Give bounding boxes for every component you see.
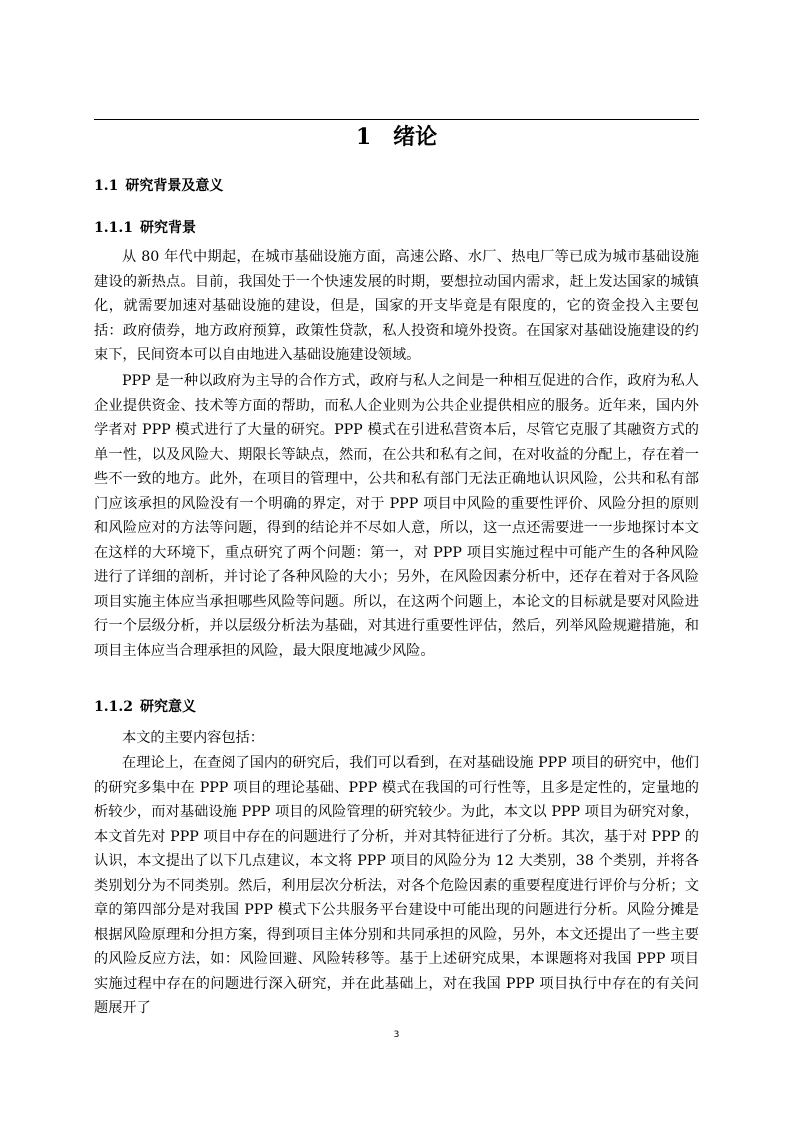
section-title: 研究背景 <box>139 220 196 236</box>
section-heading-1-1-1 <box>94 218 196 238</box>
paragraph-significance-intro: 本文的主要内容包括： <box>122 730 264 746</box>
page-number: 3 <box>393 1030 400 1040</box>
section-title: 研究背景及意义 <box>125 178 224 194</box>
section-heading-1-1-2 <box>94 697 196 717</box>
paragraph-significance-theory: 在理论上，在查阅了国内的研究后，我们可以看到，在对基础设施 PPP 项目的研究中，他们的研究多集中在 PPP 项目的理论基础、PPP 模式在我国的可行性等，且多是定性的，定量地的析较少，而对基础设施 PPP 项目的风险管理的研究较少。为此，本文以 PPP 项目为研究对象，本文首先对 PPP 项目中存在的问题进行了分析，并对其特征进行了分析。其次，基于对 PPP 的认识，本文提出了以下几点建议，本文将 PPP 项目的风险分为 12 大类别，38 个类别，并将各类别划分为不同类别。然后，利用层次分析法，对各个危险因素的重要程度进行评价与分析；文章的第四部分是对我国 PPP 模式下公共服务平台建设中可能出现的问题进行分析。风险分摊是根据风险原理和分担方案，得到项目主体分别和共同承担的风险，另外，本文还提出了一些主要的风险反应方法，如：风险回避、风险转移等。基于上述研究成果，本课题将对我国 PPP 项目实施过程中存在的问题进行深入研究，并在此基础上，对在我国 PPP 项目执行中存在的有关问题展开了 <box>94 755 699 1016</box>
section-title: 研究意义 <box>139 699 196 715</box>
header-rule <box>94 119 699 120</box>
section-number: 1.1.2 <box>94 699 133 715</box>
section-number: 1.1 <box>94 178 119 194</box>
chapter-number: 1 <box>355 124 372 150</box>
section-number: 1.1.1 <box>94 220 133 236</box>
chapter-title: 绪论 <box>393 124 438 150</box>
paragraph-background-2: PPP 是一种以政府为主导的合作方式，政府与私人之间是一种相互促进的合作，政府为私人企业提供资金、技术等方面的帮助，而私人企业则为公共企业提供相应的服务。近年来，国内外学者对 PPP 模式进行了大量的研究。PPP 模式在引进私营资本后，尽管它克服了其融资方式的单一性，以及风险大、期限长等缺点，然而，在公共和私有之间，在对收益的分配上，存在着一些不一致的地方。此外，在项目的管理中，公共和私有部门无法正确地认识风险，公共和私有部门应该承担的风险没有一个明确的界定，对于 PPP 项目中风险的重要性评价、风险分担的原则和风险应对的方法等问题，得到的结论并不尽如人意，所以，这一点还需要进一一步地探讨本文在这样的大环境下，重点研究了两个问题：第一，对 PPP 项目实施过程中可能产生的各种风险进行了详细的剖析，并讨论了各种风险的大小；另外，在风险因素分析中，还存在着对于各风险项目实施主体应当承担哪些风险等问题。所以，在这两个问题上，本论文的目标就是要对风险进行一个层级分析，并以层级分析法为基础，对其进行重要性评估，然后，列举风险规避措施，和项目主体应当合理承担的风险，最大限度地减少风险。 <box>94 373 699 659</box>
section-heading-1-1 <box>94 176 223 196</box>
chapter-heading <box>94 121 699 153</box>
paragraph-background-1: 从 80 年代中期起，在城市基础设施方面，高速公路、水厂、热电厂等已成为城市基础设施建设的新热点。目前，我国处于一个快速发展的时期，要想拉动国内需求，赶上发达国家的城镇化，就需要加速对基础设施的建设，但是，国家的开支毕竟是有限度的，它的资金投入主要包括：政府债券，地方政府预算，政策性贷款，私人投资和境外投资。在国家对基础设施建设的约束下，民间资本可以自由地进入基础设施建设领域。 <box>94 249 699 363</box>
